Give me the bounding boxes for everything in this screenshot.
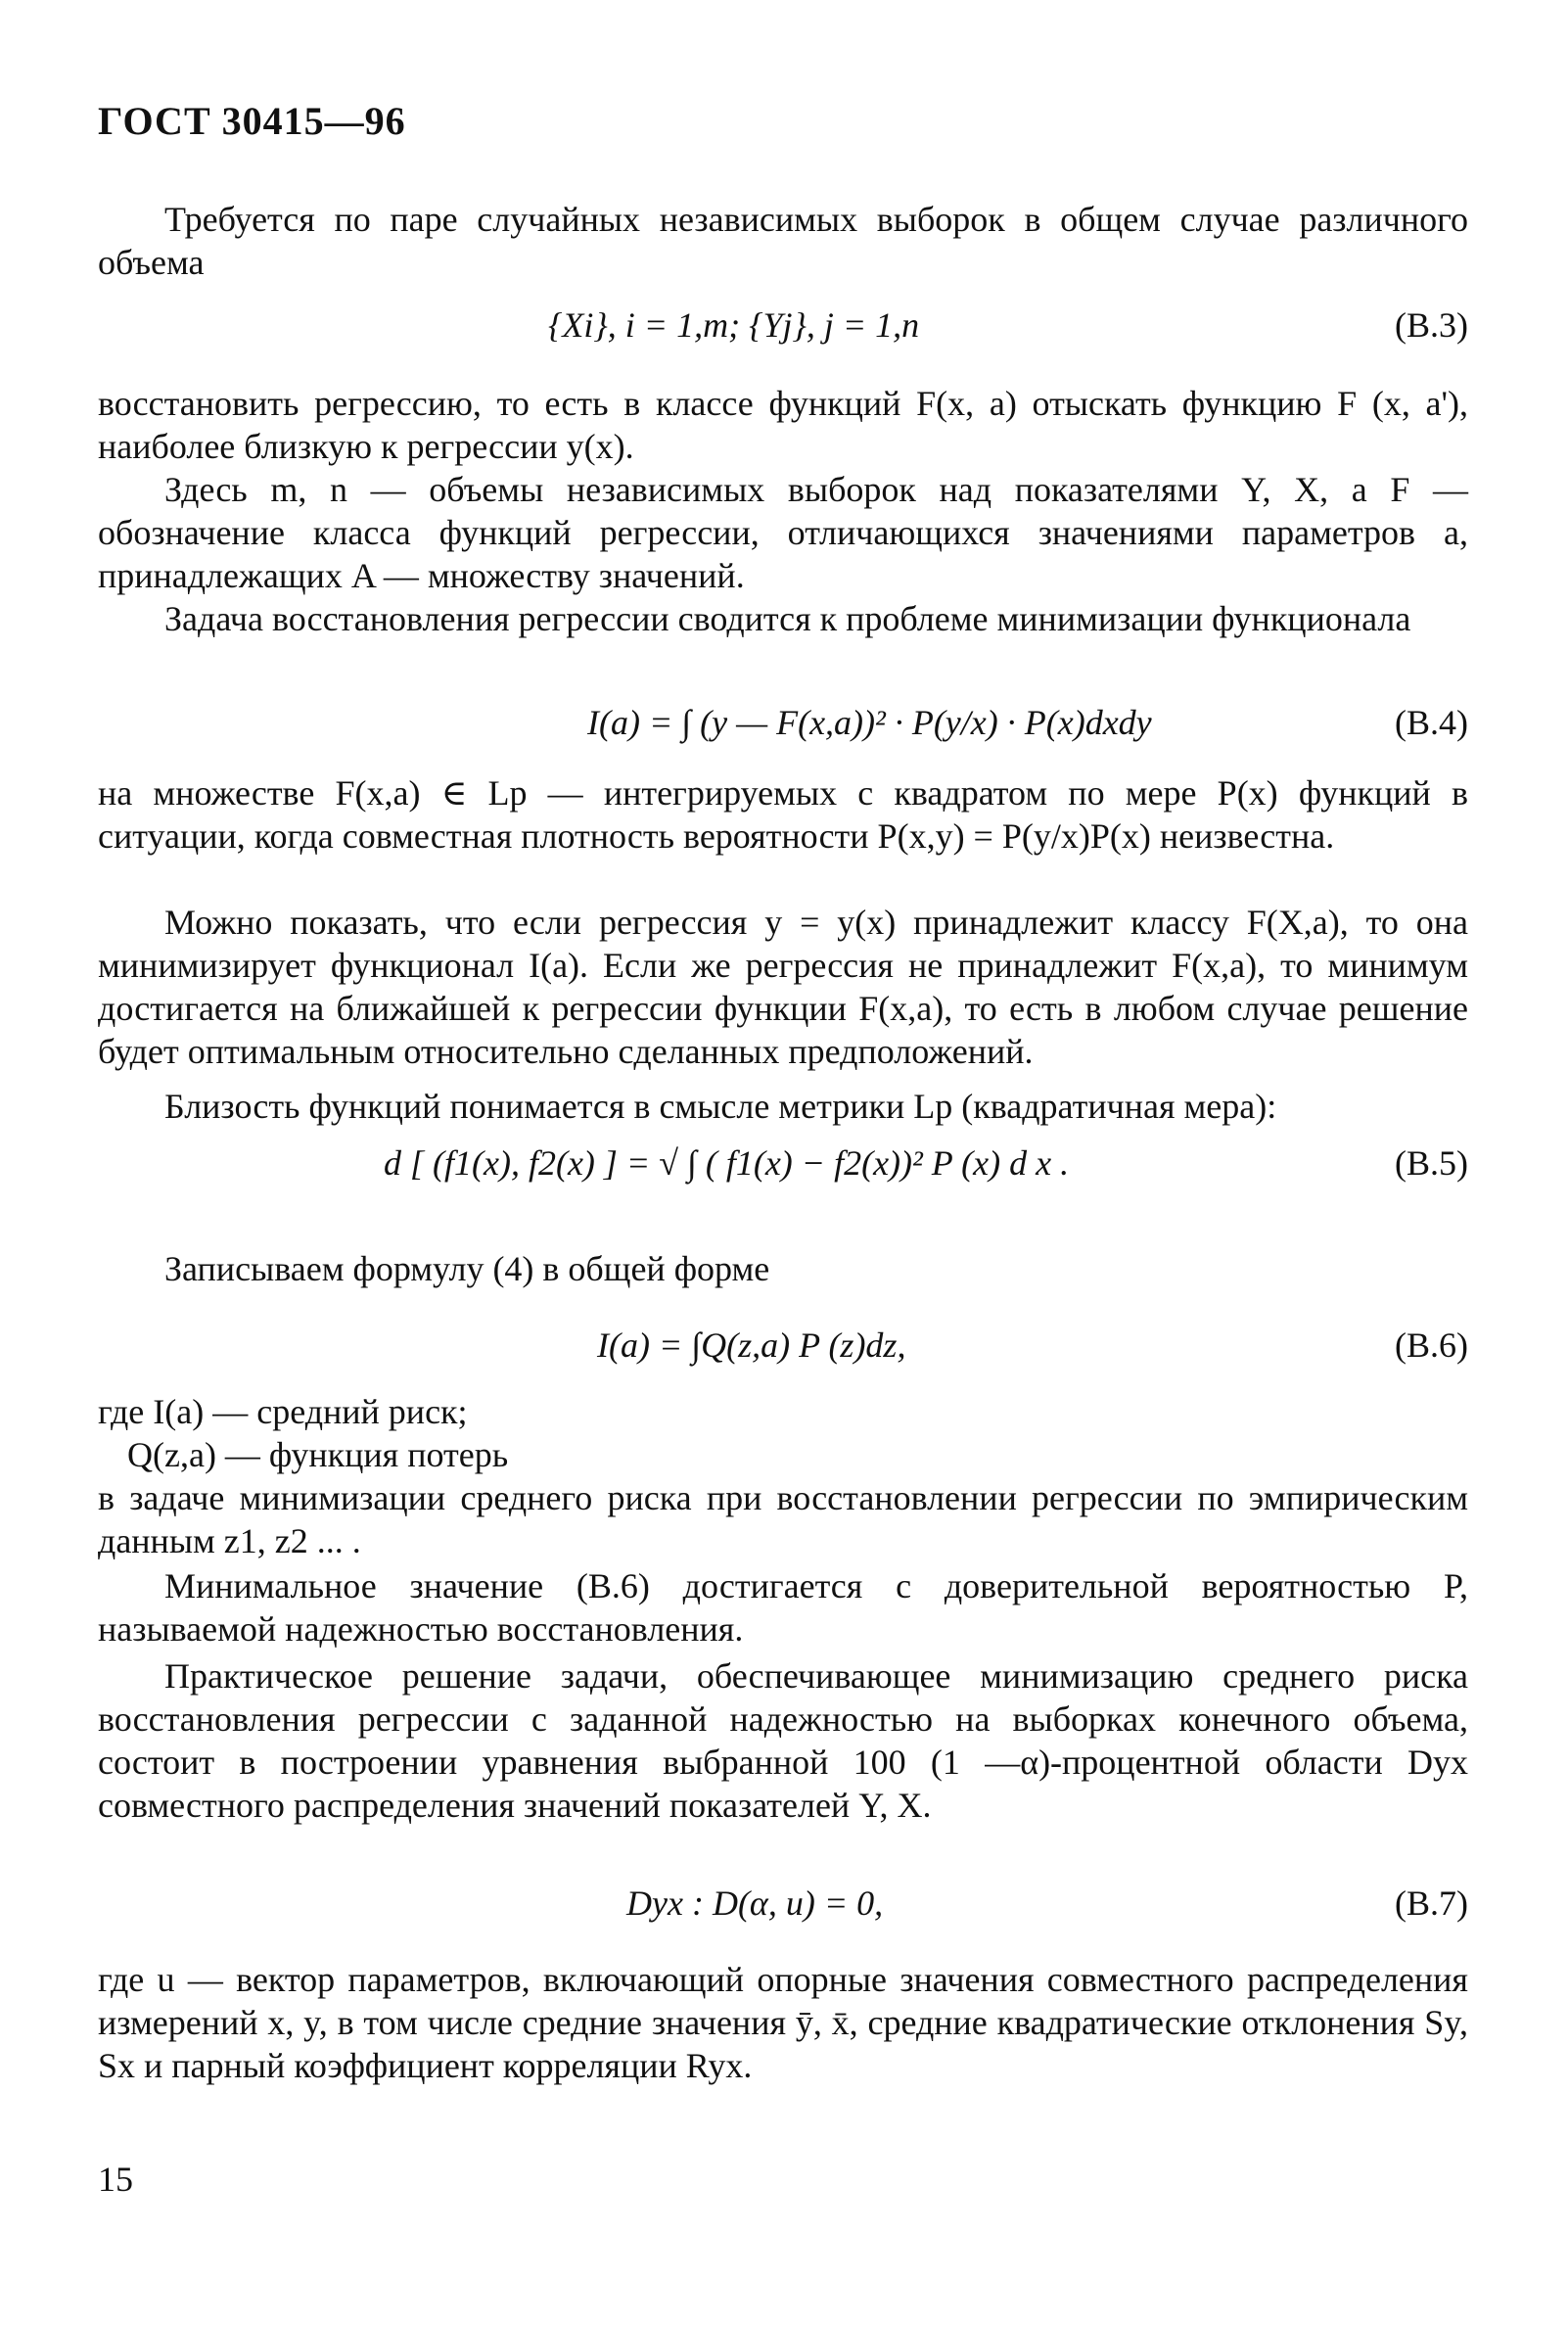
paragraph-10: Минимальное значение (В.6) достигается с доверительной вероятностью P, называемой надежностью восстановления. [98,1566,1468,1649]
formula-b6: I(a) = ∫Q(z,a) P (z)dz, [597,1325,906,1365]
formula-b5-number: (В.5) [1395,1143,1468,1183]
paragraph-12: где u — вектор параметров, включающий опорные значения совместного распределения измерений x, y, в том числе средние значения ȳ, x̄, средние квадратические отклонения Sy, Sx и парный коэффициент корреляции Ryx. [98,1960,1468,2085]
paragraph-2: восстановить регрессию, то есть в классе функций F(x, a) отыскать функцию F (x, a'), наиболее близкую к регрессии y(x). [98,384,1468,466]
paragraph-7: Близость функций понимается в смысле метрики Lp (квадратичная мера): [164,1087,1277,1126]
paragraph-11: Практическое решение задачи, обеспечивающее минимизацию среднего риска восстановления регрессии с заданной надежностью на выборках конечного объема, состоит в построении уравнения выбранной 100 (1 —α)-процентной области Dyx совместного распределения значений показателей Y, X. [98,1656,1468,1825]
where-line-loss: Q(z,a) — функция потерь [127,1435,509,1474]
paragraph-8: Записываем формулу (4) в общей форме [164,1249,770,1288]
formula-b4: I(a) = ∫ (y — F(x,a))² · P(y/x) · P(x)dxdy [587,703,1152,742]
formula-b4-number: (В.4) [1395,703,1468,742]
formula-b3: {Xi}, i = 1,m; {Yj}, j = 1,n [548,305,920,345]
paragraph-4: Задача восстановления регрессии сводится к проблеме минимизации функционала [164,599,1411,638]
paragraph-3: Здесь m, n — объемы независимых выборок над показателями Y, X, а F — обозначение класса функций регрессии, отличающихся значениями параметров a, принадлежащих A — множеству значений. [98,470,1468,595]
document-header: ГОСТ 30415—96 [98,99,406,143]
formula-b7-number: (В.7) [1395,1883,1468,1923]
formula-b6-number: (В.6) [1395,1325,1468,1365]
paragraph-1: Требуется по паре случайных независимых выборок в общем случае различного объема [98,200,1468,282]
page-number: 15 [98,2160,133,2199]
paragraph-9: в задаче минимизации среднего риска при восстановлении регрессии по эмпирическим данным z1, z2 ... . [98,1478,1468,1560]
where-line-risk: где I(a) — средний риск; [98,1392,468,1431]
formula-b3-number: (В.3) [1395,305,1468,345]
paragraph-5: на множестве F(x,a) ∈ Lp — интегрируемых с квадратом по мере P(x) функций в ситуации, когда совместная плотность вероятности P(x,y) = P(y/x)P(x) неизвестна. [98,773,1468,856]
formula-b7: Dyx : D(α, u) = 0, [626,1883,884,1923]
formula-b5: d [ (f1(x), f2(x) ] = √ ∫ ( f1(x) − f2(x))² P (x) d x . [384,1143,1070,1183]
paragraph-6: Можно показать, что если регрессия y = y(x) принадлежит классу F(X,a), то она минимизирует функционал I(a). Если же регрессия не принадлежит F(x,a), то минимум достигается на ближайшей к регрессии функции F(x,a), то есть в любом случае решение будет оптимальным относительно сделанных предположений. [98,903,1468,1071]
